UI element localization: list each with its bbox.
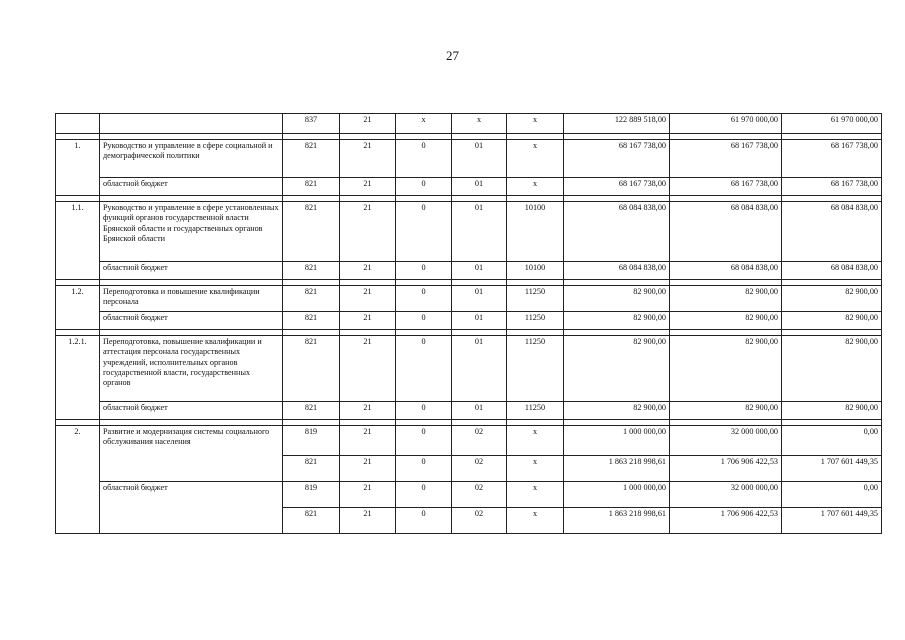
code-program: 21 xyxy=(340,114,396,134)
table-row xyxy=(56,178,882,196)
table-row xyxy=(56,286,882,312)
code-grbs: 819 xyxy=(283,482,340,508)
code-main-event: 02 xyxy=(452,482,507,508)
code-main-event: 01 xyxy=(452,286,507,312)
code-program: 21 xyxy=(340,508,396,534)
table-row xyxy=(56,426,882,456)
code-program: 21 xyxy=(340,336,396,402)
code-main-event: 01 xyxy=(452,336,507,402)
code-program: 21 xyxy=(340,286,396,312)
code-subprogram: 0 xyxy=(396,482,452,508)
code-direction: х xyxy=(507,456,564,482)
code-direction: 10100 xyxy=(507,262,564,280)
table-row xyxy=(56,482,882,508)
row-name: Развитие и модернизация системы социального обслуживания населения xyxy=(100,426,283,482)
amount-year-2: 82 900,00 xyxy=(670,402,782,420)
page-number: 27 xyxy=(446,48,459,63)
code-program: 21 xyxy=(340,402,396,420)
code-direction: х xyxy=(507,426,564,456)
code-subprogram: 0 xyxy=(396,286,452,312)
amount-year-1: 68 167 738,00 xyxy=(564,178,670,196)
code-direction: х xyxy=(507,482,564,508)
amount-year-1: 1 000 000,00 xyxy=(564,426,670,456)
amount-year-2: 82 900,00 xyxy=(670,312,782,330)
row-name: Руководство и управление в сфере социальной и демографической политики xyxy=(100,140,283,178)
row-name: областной бюджет xyxy=(100,312,283,330)
amount-year-1: 68 167 738,00 xyxy=(564,140,670,178)
code-grbs: 837 xyxy=(283,114,340,134)
row-name: областной бюджет xyxy=(100,262,283,280)
code-main-event: 01 xyxy=(452,402,507,420)
code-main-event: 01 xyxy=(452,202,507,262)
code-subprogram: 0 xyxy=(396,456,452,482)
code-grbs: 821 xyxy=(283,262,340,280)
code-grbs: 821 xyxy=(283,202,340,262)
code-subprogram: 0 xyxy=(396,426,452,456)
code-direction: 11250 xyxy=(507,286,564,312)
amount-year-2: 1 706 906 422,53 xyxy=(670,508,782,534)
amount-year-3: 68 084 838,00 xyxy=(782,202,882,262)
amount-year-1: 68 084 838,00 xyxy=(564,262,670,280)
code-grbs: 821 xyxy=(283,140,340,178)
amount-year-1: 1 863 218 998,61 xyxy=(564,456,670,482)
amount-year-3: 82 900,00 xyxy=(782,312,882,330)
amount-year-3: 68 167 738,00 xyxy=(782,178,882,196)
amount-year-3: 68 084 838,00 xyxy=(782,262,882,280)
amount-year-2: 68 084 838,00 xyxy=(670,202,782,262)
table-row xyxy=(56,402,882,420)
code-main-event: 02 xyxy=(452,456,507,482)
code-direction: х xyxy=(507,140,564,178)
amount-year-1: 1 863 218 998,61 xyxy=(564,508,670,534)
row-number: 1.2. xyxy=(56,286,100,330)
amount-year-3: 1 707 601 449,35 xyxy=(782,508,882,534)
amount-year-3: 1 707 601 449,35 xyxy=(782,456,882,482)
code-subprogram: 0 xyxy=(396,140,452,178)
table-row xyxy=(56,312,882,330)
code-subprogram: 0 xyxy=(396,336,452,402)
code-program: 21 xyxy=(340,262,396,280)
table-row xyxy=(56,336,882,402)
amount-year-3: 82 900,00 xyxy=(782,402,882,420)
row-number: 1.2.1. xyxy=(56,336,100,420)
row-name xyxy=(100,114,283,134)
code-grbs: 821 xyxy=(283,312,340,330)
code-program: 21 xyxy=(340,426,396,456)
row-number: 2. xyxy=(56,426,100,534)
code-main-event: 01 xyxy=(452,178,507,196)
code-main-event: х xyxy=(452,114,507,134)
code-program: 21 xyxy=(340,202,396,262)
code-main-event: 02 xyxy=(452,508,507,534)
code-direction: х xyxy=(507,508,564,534)
table-row xyxy=(56,262,882,280)
row-number xyxy=(56,114,100,134)
code-grbs: 821 xyxy=(283,336,340,402)
amount-year-3: 82 900,00 xyxy=(782,286,882,312)
code-grbs: 819 xyxy=(283,426,340,456)
table-row xyxy=(56,202,882,262)
code-direction: 11250 xyxy=(507,402,564,420)
code-direction: х xyxy=(507,114,564,134)
amount-year-2: 82 900,00 xyxy=(670,336,782,402)
amount-year-1: 82 900,00 xyxy=(564,312,670,330)
code-grbs: 821 xyxy=(283,508,340,534)
code-program: 21 xyxy=(340,178,396,196)
code-grbs: 821 xyxy=(283,456,340,482)
amount-year-2: 82 900,00 xyxy=(670,286,782,312)
amount-year-3: 0,00 xyxy=(782,426,882,456)
amount-year-2: 1 706 906 422,53 xyxy=(670,456,782,482)
row-name: областной бюджет xyxy=(100,402,283,420)
code-main-event: 02 xyxy=(452,426,507,456)
code-subprogram: 0 xyxy=(396,262,452,280)
code-main-event: 01 xyxy=(452,140,507,178)
amount-year-2: 68 167 738,00 xyxy=(670,140,782,178)
amount-year-3: 82 900,00 xyxy=(782,336,882,402)
amount-year-2: 68 084 838,00 xyxy=(670,262,782,280)
code-direction: 11250 xyxy=(507,336,564,402)
row-name: областной бюджет xyxy=(100,178,283,196)
code-grbs: 821 xyxy=(283,178,340,196)
code-direction: 10100 xyxy=(507,202,564,262)
code-grbs: 821 xyxy=(283,402,340,420)
code-program: 21 xyxy=(340,482,396,508)
code-grbs: 821 xyxy=(283,286,340,312)
code-main-event: 01 xyxy=(452,312,507,330)
row-number: 1.1. xyxy=(56,202,100,280)
amount-year-1: 122 889 518,00 xyxy=(564,114,670,134)
amount-year-2: 68 167 738,00 xyxy=(670,178,782,196)
code-subprogram: х xyxy=(396,114,452,134)
amount-year-1: 68 084 838,00 xyxy=(564,202,670,262)
code-subprogram: 0 xyxy=(396,402,452,420)
code-direction: 11250 xyxy=(507,312,564,330)
row-name: Руководство и управление в сфере установленных функций органов государственной власти Брянской области и государственных органов Брянской области xyxy=(100,202,283,262)
amount-year-2: 61 970 000,00 xyxy=(670,114,782,134)
table-row xyxy=(56,114,882,134)
amount-year-1: 82 900,00 xyxy=(564,336,670,402)
code-direction: х xyxy=(507,178,564,196)
amount-year-2: 32 000 000,00 xyxy=(670,426,782,456)
amount-year-2: 32 000 000,00 xyxy=(670,482,782,508)
code-program: 21 xyxy=(340,312,396,330)
code-program: 21 xyxy=(340,456,396,482)
amount-year-3: 0,00 xyxy=(782,482,882,508)
amount-year-3: 61 970 000,00 xyxy=(782,114,882,134)
row-name: Переподготовка и повышение квалификации персонала xyxy=(100,286,283,312)
code-subprogram: 0 xyxy=(396,508,452,534)
row-number: 1. xyxy=(56,140,100,196)
row-name: областной бюджет xyxy=(100,482,283,534)
amount-year-1: 82 900,00 xyxy=(564,402,670,420)
code-program: 21 xyxy=(340,140,396,178)
row-name: Переподготовка, повышение квалификации и аттестация персонала государственных учреждений, исполнительных органов государственной власти, государственных органов xyxy=(100,336,283,402)
amount-year-3: 68 167 738,00 xyxy=(782,140,882,178)
budget-table xyxy=(55,113,882,534)
code-subprogram: 0 xyxy=(396,312,452,330)
amount-year-1: 1 000 000,00 xyxy=(564,482,670,508)
amount-year-1: 82 900,00 xyxy=(564,286,670,312)
table-row xyxy=(56,140,882,178)
code-subprogram: 0 xyxy=(396,202,452,262)
code-main-event: 01 xyxy=(452,262,507,280)
code-subprogram: 0 xyxy=(396,178,452,196)
